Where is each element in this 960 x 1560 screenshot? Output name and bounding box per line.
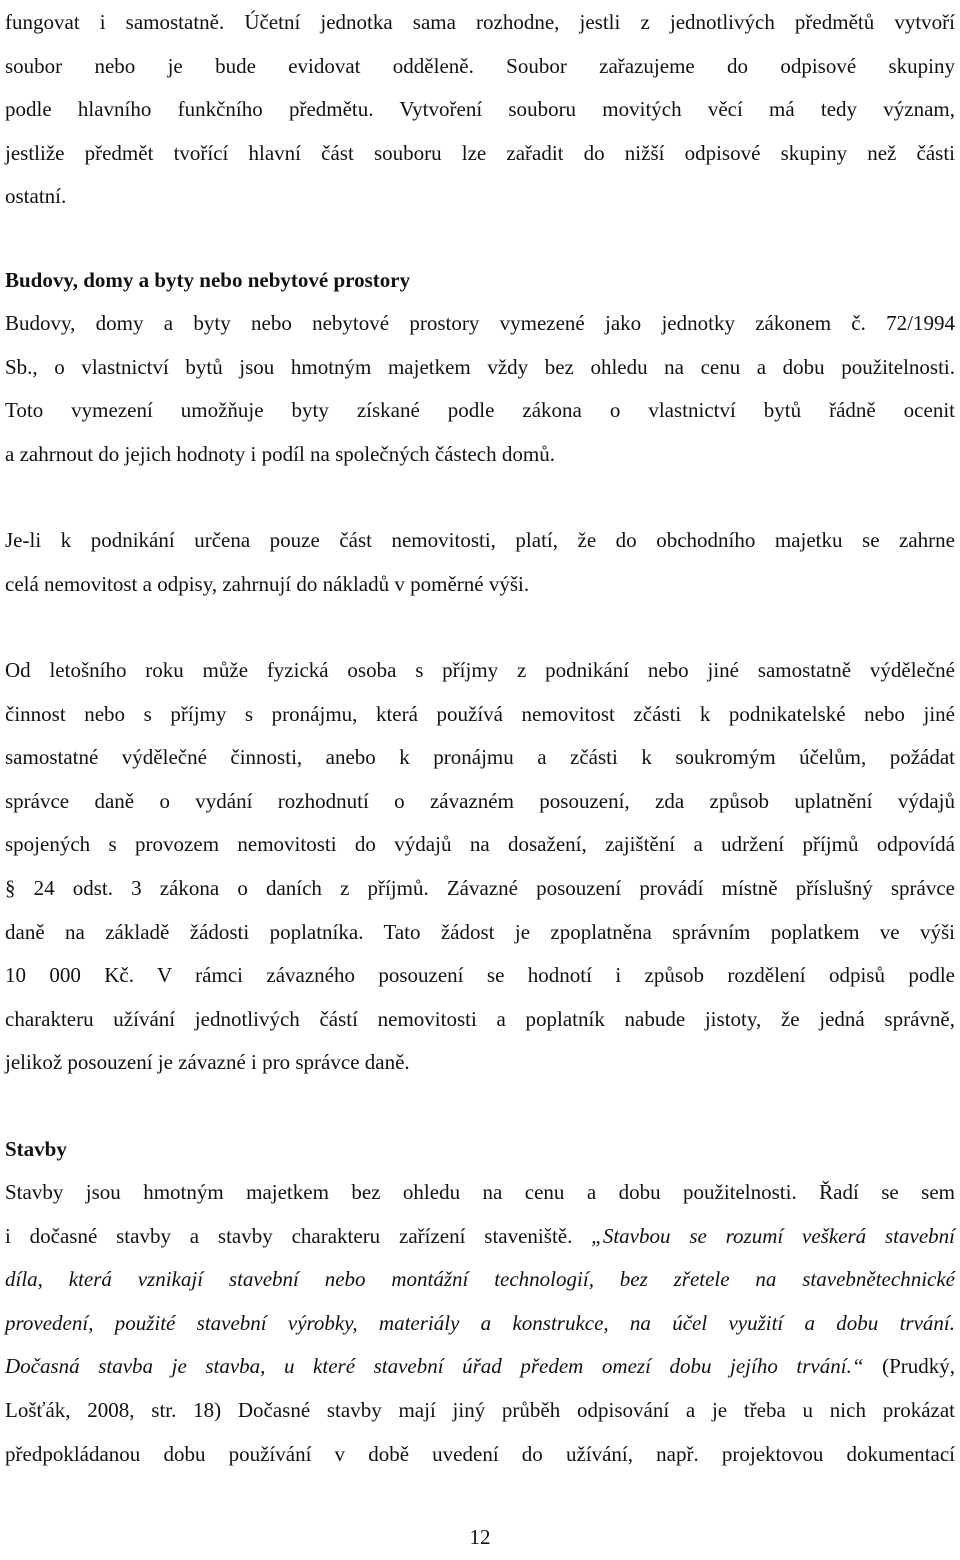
text-line: Sb., o vlastnictví bytů jsou hmotným majetkem vždy bez ohledu na cenu a dobu použitelnosti. [5,354,955,379]
quote-line: díla, která vznikají stavební nebo montážní technologií, bez zřetele na stavebnětechnické [5,1267,955,1292]
text-line: § 24 odst. 3 zákona o daních z příjmů. Závazné posouzení provádí místně příslušný správce [5,875,955,900]
text-line: jestliže předmět tvořící hlavní část souboru lze zařadit do nižší odpisové skupiny než části [5,140,955,165]
text-line: Je-li k podnikání určena pouze část nemovitosti, platí, že do obchodního majetku se zahrne [5,528,955,552]
text-line: Stavby jsou hmotným majetkem bez ohledu na cenu a dobu použitelnosti. Řadí se sem [5,1180,955,1204]
paragraph-binding-assessment [5,649,955,1085]
paragraph-buildings [5,302,955,476]
paragraph-structures [5,1171,955,1476]
text-line: charakteru užívání jednotlivých částí nemovitosti a poplatník nabude jistoty, že jedná správně, [5,1006,955,1031]
text-line: 10 000 Kč. V rámci závazného posouzení se hodnotí i způsob rozdělení odpisů podle [5,963,955,988]
text-line: samostatné výdělečné činnosti, anebo k pronájmu a zčásti k soukromým účelům, požádat [5,745,955,770]
text-line: fungovat i samostatně. Účetní jednotka sama rozhodne, jestli z jednotlivých předmětů vytvoří [5,10,955,34]
paragraph-intro [5,1,955,219]
text-line: Lošťák, 2008, str. 18) Dočasné stavby mají jiný průběh odpisování a je třeba u nich prokázat [5,1397,955,1422]
quote-text: „Stavbou se rozumí veškerá stavební [591,1223,955,1248]
page-number: 12 [469,1525,491,1549]
text-line: správce daně o vydání rozhodnutí o závazném posouzení, zda způsob uplatnění výdajů [5,788,955,813]
text-run: i dočasné stavby a stavby charakteru zařízení staveniště. [5,1223,592,1248]
quote-text: Dočasná stavba je stavba, u které stavební úřad předem omezí dobu jejího trvání.“ [5,1354,864,1379]
text-line: Budovy, domy a byty nebo nebytové prostory vymezené jako jednotky zákonem č. 72/1994 [5,311,955,335]
section-heading-buildings: Budovy, domy a byty nebo nebytové prostory [5,268,411,292]
text-line: podle hlavního funkčního předmětu. Vytvoření souboru movitých věcí má tedy význam, [5,97,955,122]
text-line: Toto vymezení umožňuje byty získané podle zákona o vlastnictví bytů řádně ocenit [5,398,955,423]
quote-line: provedení, použité stavební výrobky, materiály a konstrukce, na účel využití a dobu trvání. [5,1310,955,1335]
text-line: Od letošního roku může fyzická osoba s příjmy z podnikání nebo jiné samostatně výdělečné [5,658,955,682]
paragraph-partial-use [5,519,955,606]
text-line: a zahrnout do jejich hodnoty i podíl na společných částech domů. [5,441,555,466]
citation-text: (Prudký, [863,1354,955,1379]
text-line [5,1345,955,1389]
text-line: spojených s provozem nemovitosti do výdajů na dosažení, zajištění a udržení příjmů odpovídá [5,832,955,857]
text-line: daně na základě žádosti poplatníka. Tato žádost je zpoplatněna správním poplatkem ve výši [5,919,955,944]
text-line: činnost nebo s příjmy s pronájmu, která používá nemovitost zčásti k podnikatelské nebo jiné [5,701,955,726]
text-line: jelikož posouzení je závazné i pro správce daně. [5,1050,410,1075]
text-line: ostatní. [5,184,67,209]
section-heading-structures: Stavby [5,1137,67,1161]
text-line: soubor nebo je bude evidovat odděleně. Soubor zařazujeme do odpisové skupiny [5,53,955,78]
text-line: předpokládanou dobu používání v době uvedení do užívání, např. projektovou dokumentací [5,1441,955,1466]
text-line: celá nemovitost a odpisy, zahrnují do nákladů v poměrné výši. [5,571,530,596]
text-line [5,1215,955,1259]
